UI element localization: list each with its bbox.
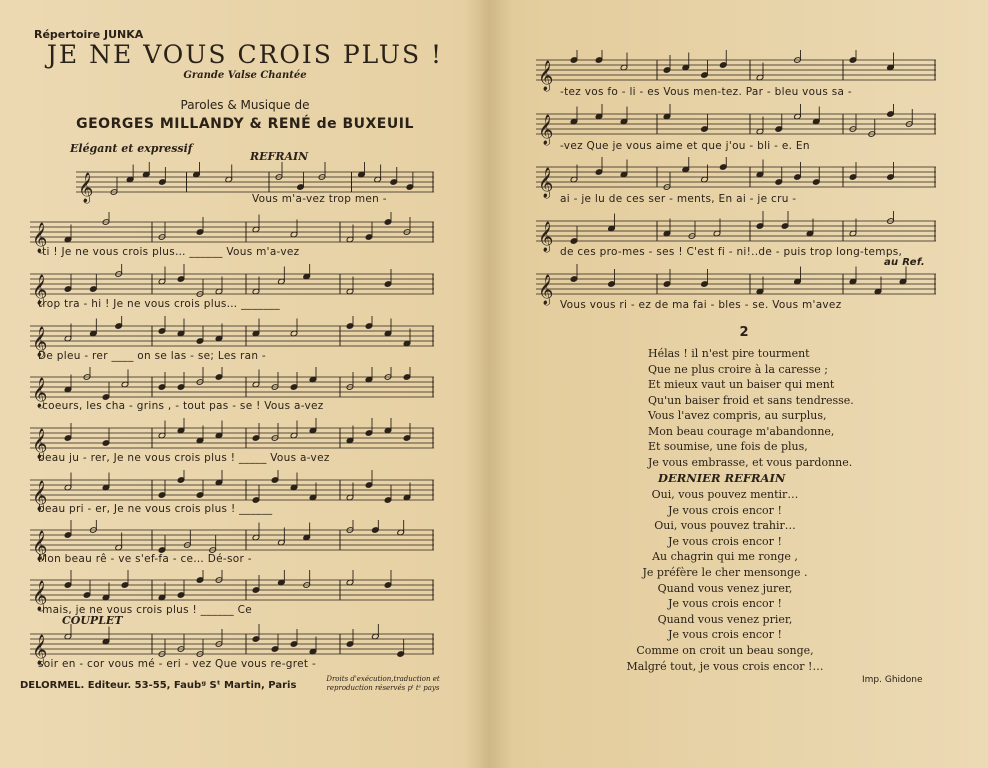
final-refrain-label: DERNIER REFRAIN	[658, 471, 786, 485]
printer-credit: Imp. Ghidone	[862, 675, 923, 685]
authors-line: GEORGES MILLANDY & RENÉ de BUXEUIL	[76, 116, 414, 132]
lyric-line-9: -mais, je ne vous crois plus ! ______ Ce	[38, 604, 253, 616]
verse-line: Hélas ! il n'est pire tourment	[648, 347, 810, 360]
left-page	[0, 0, 490, 768]
final-refrain	[500, 487, 950, 674]
verse-line: Et mieux vaut un baiser qui ment	[648, 378, 835, 391]
treble-clef-icon: 𝄞	[32, 327, 48, 357]
treble-clef-icon: 𝄞	[32, 275, 48, 305]
lyric-line-8: Mon beau rê - ve s'ef-fa - ce… Dé-sor -	[38, 553, 252, 565]
right-lyric-line-3: ai - je lu de ces ser - ments, En ai - je cru -	[560, 193, 797, 205]
verse-line: Que ne plus croire à la caresse ;	[648, 362, 828, 376]
treble-clef-icon: 𝄞	[538, 275, 554, 305]
al-refrain-mark: au Ref.	[884, 257, 926, 268]
refrain-line: Malgré tout, je vous crois encor !…	[626, 659, 824, 673]
verse-2	[648, 346, 854, 470]
refrain-line: Je préfère le cher mensonge .	[642, 565, 808, 579]
treble-clef-icon: 𝄞	[538, 115, 554, 145]
lyric-line-5: -coeurs, les cha - grins , - tout pas - se ! Vous a-vez	[38, 400, 324, 412]
right-lyric-line-1: -tez vos fo - li - es Vous men-tez. Par - bleu vous sa -	[560, 86, 853, 98]
treble-clef-icon: 𝄞	[538, 61, 554, 91]
refrain-line: Oui, vous pouvez trahir…	[654, 519, 796, 533]
refrain-line: Je vous crois encor !	[668, 534, 782, 548]
refrain-line: Oui, vous pouvez mentir…	[651, 488, 799, 501]
lyric-line-3: trop tra - hi ! Je ne vous crois plus… _______	[38, 298, 280, 310]
treble-clef-icon: 𝄞	[538, 168, 554, 198]
refrain-label: REFRAIN	[250, 150, 309, 163]
right-lyric-line-2: -vez Que je vous aime et que j'ou - bli - e. En	[560, 140, 810, 152]
refrain-line: Je vous crois encor !	[668, 628, 782, 642]
refrain-line: Comme on croit un beau songe,	[636, 643, 814, 657]
right-lyric-line-4: de ces pro-mes - ses ! C'est fi - ni!..de - puis trop long-temps,	[560, 246, 903, 258]
treble-clef-icon: 𝄞	[78, 173, 94, 203]
verse-line: Je vous embrasse, et vous pardonne.	[648, 455, 853, 469]
tempo-marking: Elégant et expressif	[70, 142, 193, 155]
treble-clef-icon: 𝄞	[538, 222, 554, 252]
couplet-label: COUPLET	[62, 614, 123, 627]
lyric-line-2: -ti ! Je ne vous crois plus… ______ Vous m'a-vez	[38, 246, 300, 258]
lyric-line-4: De pleu - rer ____ on se las - se; Les ran -	[38, 350, 267, 362]
refrain-line: Quand vous venez prier,	[657, 612, 793, 626]
treble-clef-icon: 𝄞	[32, 581, 48, 611]
refrain-line: Au chagrin qui me ronge ,	[652, 550, 798, 564]
treble-clef-icon: 𝄞	[32, 531, 48, 561]
refrain-line: Je vous crois encor !	[668, 597, 782, 611]
verse-line: Vous l'avez compris, au surplus,	[648, 409, 827, 422]
verse-line: Mon beau courage m'abandonne,	[648, 424, 835, 438]
refrain-line: Quand vous venez jurer,	[657, 581, 793, 595]
treble-clef-icon: 𝄞	[32, 223, 48, 253]
song-subtitle: Grande Valse Chantée	[183, 70, 307, 81]
lyric-line-7: beau pri - er, Je ne vous crois plus ! ______	[38, 503, 273, 515]
treble-clef-icon: 𝄞	[32, 635, 48, 665]
treble-clef-icon: 𝄞	[32, 378, 48, 408]
repertoire-label: Répertoire JUNKA	[34, 28, 144, 41]
treble-clef-icon: 𝄞	[32, 481, 48, 511]
credits-line: Paroles & Musique de	[180, 98, 310, 112]
lyric-line-6: beau ju - rer, Je ne vous crois plus ! _____ Vous a-vez	[38, 452, 330, 464]
right-page	[500, 0, 988, 768]
refrain-line: Je vous crois encor !	[668, 503, 782, 517]
verse-number: 2	[739, 325, 749, 340]
verse-line: Et soumise, une fois de plus,	[648, 440, 808, 453]
treble-clef-icon: 𝄞	[32, 429, 48, 459]
lyric-line-1: Vous m'a-vez trop men -	[252, 193, 387, 205]
lyric-line-10: soir en - cor vous mé - eri - vez Que vous re-gret -	[38, 658, 317, 670]
right-lyric-line-5: Vous vous ri - ez de ma fai - bles - se. Vous m'avez	[560, 299, 842, 311]
verse-line: Qu'un baiser froid et sans tendresse.	[648, 393, 854, 407]
publisher-line: DELORMEL. Editeur. 53-55, Faubᵍ Sᵗ Martin, Paris	[20, 680, 297, 691]
song-title: JE NE VOUS CROIS PLUS !	[46, 40, 444, 69]
rights-notice: Droits d'exécution,traduction et reproduction réservés pᵗ tˢ pays	[326, 675, 440, 692]
